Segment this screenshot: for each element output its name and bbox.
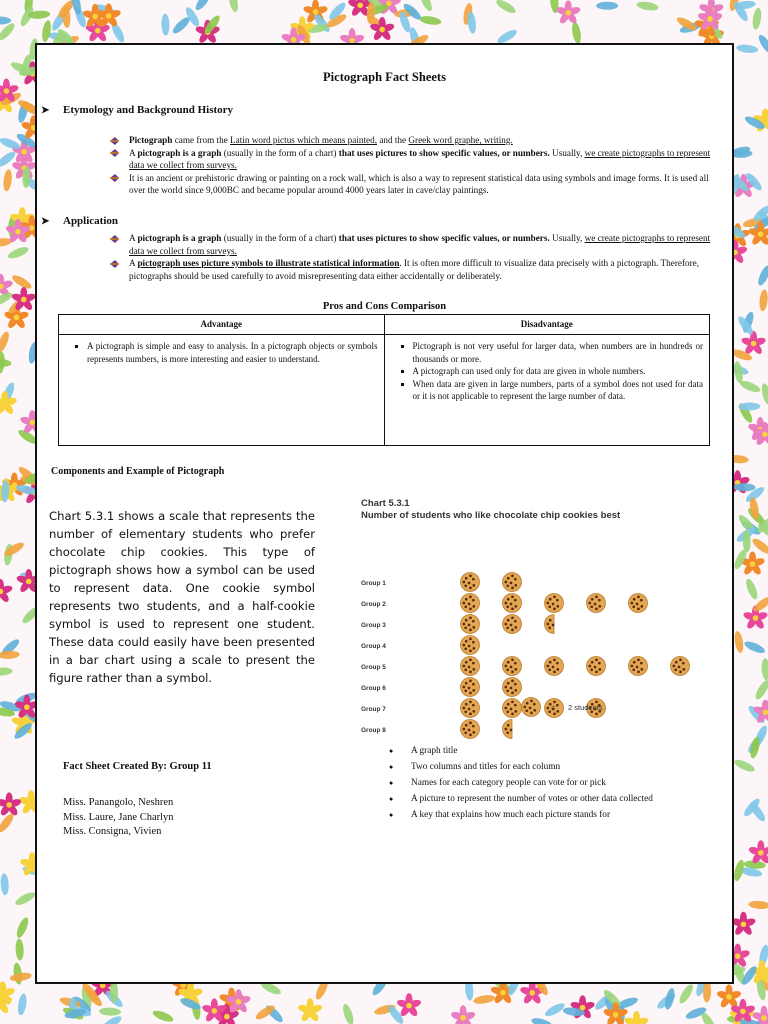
list-item: ▪ When data are given in large numbers, parts of a symbol does not used for data or it is not applicable to represent the large number of data. [413,378,704,403]
chart-subtitle: Number of students who like chocolate chip cookies best [361,510,621,521]
advantage-cell [59,335,385,446]
cookie-icon [522,698,541,717]
chart-title: Chart 5.3.1 [361,498,410,509]
list-item: ● A key that explains how much each picture stands for [389,807,653,823]
etymology-heading [41,104,233,116]
cookie-icon [545,657,564,676]
bullet-icon [109,257,120,270]
list-item: Pictograph came from the Latin word pictus which means painted, and the Greek word graphe, writing. [109,134,719,147]
credits-heading: Fact Sheet Created By: Group 11 [63,761,212,772]
cookie-icon [461,699,480,718]
cookie-icon [461,573,480,592]
cookie-icon [461,720,480,739]
credits-members [63,796,174,840]
member-name: Miss. Panangolo, Neshren [63,797,174,808]
etymology-heading-text: Etymology and Background History [63,104,234,116]
list-item: ▪ A pictograph can used only for data are given in whole numbers. [413,365,704,378]
list-item: ● A picture to represent the number of votes or other data collected [389,791,653,807]
cookie-icon [461,657,480,676]
half-cookie-icon [545,615,555,634]
cookie-icon [503,594,522,613]
cookie-icon [461,678,480,697]
cookie-icon [503,573,522,592]
category-label: Group 7 [361,706,386,713]
list-item: ● A graph title [389,743,653,759]
cookie-icon [503,657,522,676]
fact-sheet-page [35,43,734,984]
category-label: Group 8 [361,727,386,734]
list-item: A pictograph is a graph (usually in the form of a chart) that uses pictures to show specific values, or numbers. Usually, we create pictographs to represent data we collect from surveys. [109,232,719,257]
member-name: Miss. Laure, Jane Charlyn [63,811,174,823]
application-heading [41,215,118,227]
cookie-icon [545,594,564,613]
list-item: It is an ancient or prehistoric drawing or painting on a rock wall, which is also a way to represent statistical data using symbols and image forms. It is used all over the world since 9,000BC and became popular around 4000 years later in cave/clay paintings. [109,172,719,197]
list-item: A pictograph uses picture symbols to illustrate statistical information. It is often more difficult to visualize data precisely with a pictograph. Therefore, pictographs should be used carefully to avoid misrepresenting data either accidentally or deliberately. [109,257,719,282]
arrow-bullet-icon: ➤ [41,215,50,227]
cookie-icon [629,657,648,676]
pros-cons-title: Pros and Cons Comparison [322,301,447,312]
list-item: A pictograph is a graph (usually in the form of a chart) that uses pictures to show specific values, or numbers. Usually, we create pictographs to represent data we collect from surveys. [109,147,719,172]
bullet-icon [109,232,120,245]
category-label: Group 6 [361,685,386,692]
cookie-icon [461,636,480,655]
bullet-icon [109,134,120,147]
cookie-icon [461,615,480,634]
cookie-icon [587,594,606,613]
category-label: Group 3 [361,622,386,629]
list-item: ● Names for each category people can vote for or pick [389,775,653,791]
half-cookie-icon [503,720,513,739]
key-label: 2 students [568,703,603,712]
list-item: ▪ A pictograph is simple and easy to analysis. In a pictograph objects or symbols represents numbers, is more interesting and easier to understand. [87,340,378,365]
disadvantage-header: Disadvantage [384,315,710,335]
application-list [109,232,719,282]
cookie-icon [503,678,522,697]
member-name: Miss. Consigna, Vivien [63,826,162,837]
pros-cons-table [58,314,710,446]
cookie-icon [629,594,648,613]
category-label: Group 1 [361,580,386,587]
page-title: Pictograph Fact Sheets [323,70,446,84]
cookie-icon [503,699,522,718]
cookie-icon [461,594,480,613]
application-heading-text: Application [63,215,119,227]
key-equals: = [551,703,556,712]
etymology-list [109,134,719,197]
components-heading: Components and Example of Pictograph [51,466,225,477]
cookie-icon [587,657,606,676]
cookie-icon [503,615,522,634]
list-item: ● Two columns and titles for each column [389,759,653,775]
chart-description: Chart 5.3.1 shows a scale that represents the number of elementary students who prefer chocolate chip cookies. This type of pictograph shows how a symbol can be used to represent data. One cookie symbol represents two students, and a half-cookie symbol is used to represent one student. These data could easily have been presented in a bar chart using a scale to present the figure rather than a symbol. [49,509,315,685]
category-label: Group 5 [361,664,386,671]
cookie-icon [671,657,690,676]
bullet-icon [109,172,120,185]
components-list [389,743,653,823]
bullet-icon [109,147,120,160]
arrow-bullet-icon: ➤ [41,104,50,116]
advantage-header: Advantage [59,315,385,335]
pictograph-chart [355,495,695,734]
category-label: Group 4 [361,643,386,650]
disadvantage-cell [384,335,710,446]
category-label: Group 2 [361,601,386,608]
list-item: ▪ Pictograph is not very useful for larger data, when numbers are in hundreds or thousands or more. [413,340,704,365]
